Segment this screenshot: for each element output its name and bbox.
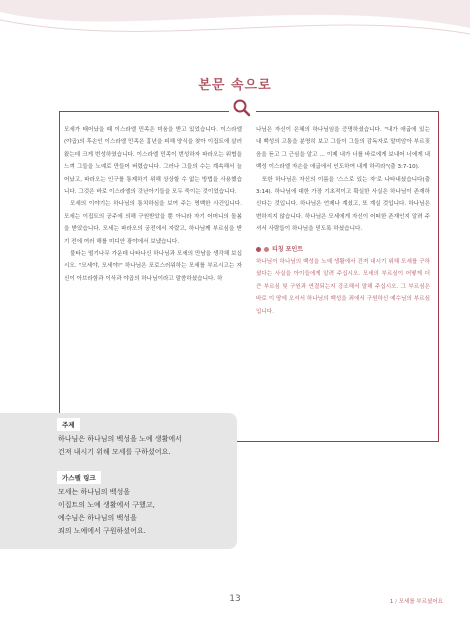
teaching-point-heading [256, 244, 430, 256]
running-head: 1 / 모세를 부르셨어요 [389, 599, 443, 605]
running-head-number: 1 [389, 599, 394, 605]
page-number: 13 [229, 594, 241, 604]
running-head-title: 모세를 부르셨어요 [398, 599, 443, 605]
teaching-point-body: 하나님이 하나님의 백성을 노예 생활에서 건져 내시기 위해 모세를 구하셨다는 사실을 아이들에게 알려 주십시오. 모세의 부르심이 어떻게 더 큰 부르심 및 구원과 연결되는지 강조해서 말해 주십시오. 그 부르심은 바로 이 땅에 오셔서 하나님의 백성을 죄에서 구원하신 예수님의 부르심입니다. [256, 259, 430, 315]
right-column [256, 124, 430, 318]
gospel-line: 예수님은 하나님의 백성을 [58, 514, 137, 522]
paragraph: 또한 하나님은 자신의 이름을 '스스로 있는 자'로 나타내셨습니다(출 3:14). 하나님에 대한 가장 기초적이고 확실한 사실은 하나님이 존재하신다는 것입니다. 하나님은 언제나 계셨고, 또 계실 것입니다. 하나님은 변하지지 않습니다. 하나님은 모세에게 자신이 어떠한 존재인지 알려 주셔서 사람들이 하나님을 믿도록 하셨습니다. [256, 176, 430, 233]
paragraph: 모세가 태어났을 때 이스라엘 민족은 미움을 받고 있었습니다. 이스라엘(야곱)의 후손인 이스라엘 민족은 흉년을 피해 양식을 찾아 이집트에 살러 왔는데 크게 번성하였습니다. 이스라엘 민족이 번성하자 파라오는 위협을 느껴 그들을 노예로 만들어 버렸습니다. 그러나 그들의 수는 계속해서 늘어났고, 파라오는 인구를 통제하기 위해 상상할 수 없는 방법을 사용했습니다. 그것은 바로 이스라엘의 갓난아기들을 모두 죽이는 것이었습니다. [64, 127, 242, 196]
theme-text [58, 433, 182, 459]
paragraph: 나님은 자신이 은혜의 하나님임을 증명하셨습니다. "내가 애굽에 있는 내 백성의 고통을 분명히 보고 그들이 그들의 감독자로 말미암아 부르짖음을 듣고 그 근심을 알고 … 이제 내가 너를 바로에게 보내어 너에게 내 백성 이스라엘 자손을 애굽에서 인도하여 내게 하리라"(출 3:7-10). [256, 127, 430, 171]
theme-line: 하나님은 하나님의 백성을 노예 생활에서 [58, 435, 182, 443]
gospel-line: 이집트의 노예 생활에서 구했고, [58, 501, 155, 509]
gospel-link-label: 가스펠 링크 [57, 471, 101, 484]
gospel-link-text [58, 486, 155, 538]
theme-line: 건져 내시기 위해 모세를 구하셨어요. [58, 448, 171, 456]
gospel-line: 죄의 노예에서 구원하셨어요. [58, 527, 146, 535]
theme-label: 주제 [57, 418, 80, 431]
paragraph: 불타는 떨기나무 가운데 나타나신 하나님과 모세의 만남을 생각해 보십시오. "모세야, 모세야!" 하나님은 포로스러워하는 모세를 부르시고는 자신이 아브라함과 이삭과 야곱의 하나님이라고 말씀하셨습니다. 하 [64, 251, 242, 282]
section-title: 본문 속으로 [198, 78, 272, 93]
bullet-dot-icon [256, 247, 261, 252]
paragraph: 모세의 이야기는 하나님의 통치하심을 보여 주는 명백한 사건입니다. 모세는 이집트의 공주에 의해 구원받았을 뿐 아니라 자기 어머니의 돌봄을 받았습니다. 모세는 파라오의 궁전에서 자랐고, 하나님께 부르심을 받기 전에 여러 해를 미디안 광야에서 보냈습니다. [64, 201, 242, 245]
left-column [64, 124, 242, 285]
header-wave-decoration [0, 0, 470, 70]
bullet-dot-icon [264, 247, 269, 252]
teaching-point-label: 티칭 포인트 [272, 245, 304, 253]
gospel-line: 모세는 하나님의 백성을 [58, 488, 131, 496]
